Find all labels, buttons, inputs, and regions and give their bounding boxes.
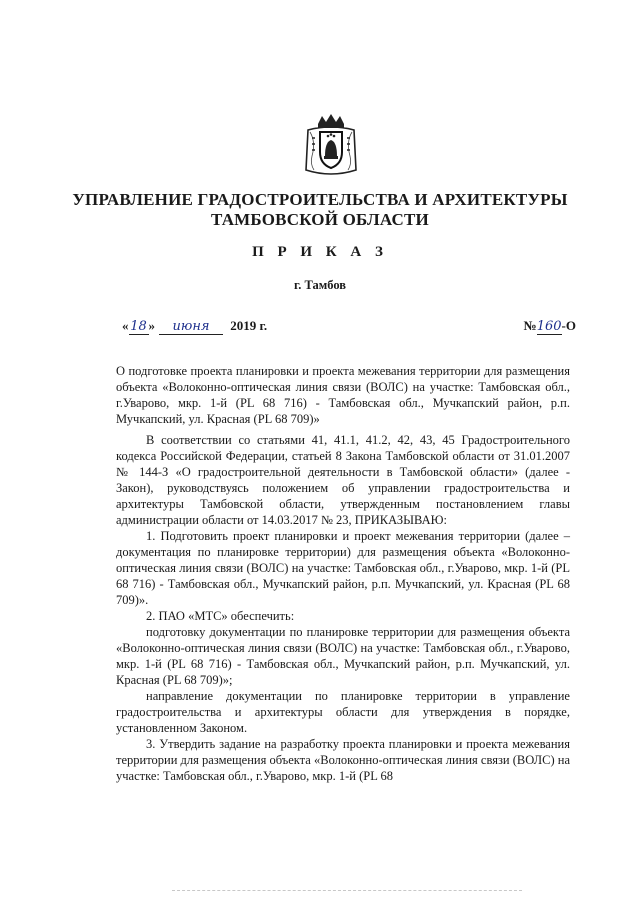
order-subject: О подготовке проекта планировки и проекта межевания территории для размещения объекта «Волоконно-оптическая линия связи (ВОЛС) на участке: Тамбовская обл., г.Уварово, мкр. 1-й (PL 68 716) - Тамбовская обл., Мучкапский район, р.п. Мучкапский, ул. Красная (PL 68 709)» (116, 364, 570, 426)
document-type: П Р И К А З (252, 244, 388, 260)
order-number-suffix: -О (561, 318, 576, 333)
organization-name-line1: УПРАВЛЕНИЕ ГРАДОСТРОИТЕЛЬСТВА И АРХИТЕКТУРЫ (72, 190, 568, 209)
preamble-paragraph: В соответствии со статьями 41, 41.1, 41.2, 42, 43, 45 Градостроительного кодекса Российской Федерации, статьей 8 Закона Тамбовской области от 31.01.2007 № 144-З «О градостроительной деятельности в Тамбовской области» (далее - Закон), руководствуясь положением об управлении градостроительства и архитектуры Тамбовской области, утвержденным постановлением главы администрации области от 14.03.2017 № 23, ПРИКАЗЫВАЮ: (116, 433, 570, 527)
date-close-quote: » (148, 318, 155, 333)
page-edge-line (172, 890, 522, 891)
item-2-paragraph: 2. ПАО «МТС» обеспечить: (146, 609, 295, 623)
date-day: 18 (130, 319, 147, 334)
item-2b-paragraph: направление документации по планировке территории в управление градостроительства и архитектуры области для утверждения в порядке, установленном Законом. (116, 689, 570, 735)
date-open-quote: « (122, 318, 129, 333)
organization-name-line2: ТАМБОВСКОЙ ОБЛАСТИ (211, 210, 429, 229)
order-number-prefix: № (523, 318, 537, 333)
order-number-value: 160 (536, 319, 562, 334)
item-3-paragraph: 3. Утвердить задание на разработку проекта планировки и проекта межевания территории для размещения объекта «Волоконно-оптическая линия связи (ВОЛС) на участке: Тамбовская обл., г.Уварово, мкр. 1-й (PL 68 (116, 737, 570, 783)
item-2a-paragraph: подготовку документации по планировке территории для размещения объекта «Волоконно-оптическая линия связи (ВОЛС) на участке: Тамбовская обл., г.Уварово, мкр. 1-й (PL 68 716) - Тамбовская обл., Мучкапский район, р.п. Мучкапский, ул. Красная (PL 68 709)»; (116, 625, 570, 687)
order-number (524, 318, 576, 335)
order-body (116, 432, 570, 784)
date-year: 2019 г. (230, 318, 268, 333)
order-date (122, 318, 267, 335)
coat-of-arms-icon (302, 112, 360, 178)
date-month: июня (159, 319, 223, 335)
city: г. Тамбов (293, 278, 347, 292)
item-1-paragraph: 1. Подготовить проект планировки и проект межевания территории (далее – документация по планировке территории) для размещения объекта «Волоконно-оптическая линия связи (ВОЛС) на участке: Тамбовская обл., г.Уварово, мкр. 1-й (PL 68 716) - Тамбовская обл., Мучкапский район, р.п. Мучкапский, ул. Красная (PL 68 709)». (116, 529, 570, 607)
